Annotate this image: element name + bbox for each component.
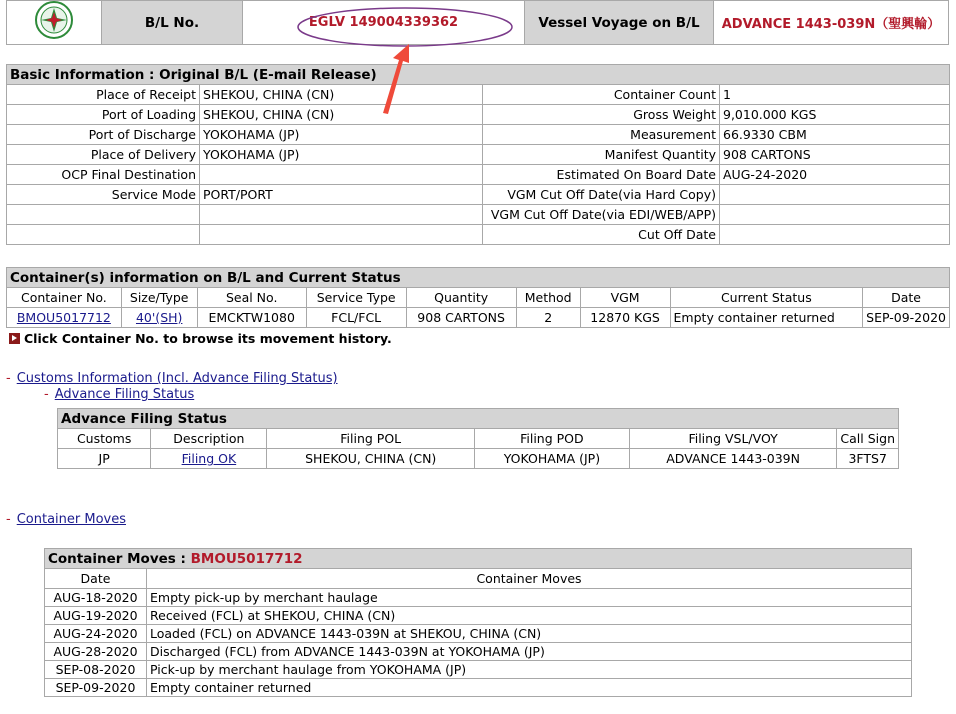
filing-cell: YOKOHAMA (JP)	[474, 449, 629, 469]
bl-number-value: EGLV 149004339362	[243, 1, 525, 45]
basic-info-label: OCP Final Destination	[7, 165, 200, 185]
evergreen-logo	[7, 1, 102, 45]
bl-header-bar	[6, 0, 949, 45]
basic-info-label: Port of Discharge	[7, 125, 200, 145]
column-header: Date	[45, 569, 147, 589]
container-status-table	[6, 267, 950, 328]
basic-info-label: Measurement	[483, 125, 720, 145]
basic-info-value	[200, 205, 483, 225]
basic-info-label: Place of Delivery	[7, 145, 200, 165]
container-cell: FCL/FCL	[306, 308, 406, 328]
basic-info-row	[7, 205, 950, 225]
container-move-row	[45, 589, 912, 607]
move-description: Received (FCL) at SHEKOU, CHINA (CN)	[147, 607, 912, 625]
column-header: Size/Type	[121, 288, 197, 308]
container-row	[7, 308, 950, 328]
size-type-link[interactable]: 40'(SH)	[135, 310, 183, 325]
basic-info-label: Estimated On Board Date	[483, 165, 720, 185]
basic-info-value	[200, 225, 483, 245]
basic-info-label: Gross Weight	[483, 105, 720, 125]
basic-info-value: 66.9330 CBM	[720, 125, 950, 145]
move-date: AUG-24-2020	[45, 625, 147, 643]
container-moves-table	[44, 548, 912, 697]
basic-info-label: VGM Cut Off Date(via EDI/WEB/APP)	[483, 205, 720, 225]
basic-info-value: AUG-24-2020	[720, 165, 950, 185]
customs-info-link[interactable]: Customs Information (Incl. Advance Filing Status)	[16, 371, 338, 386]
column-header: Filing POL	[267, 429, 474, 449]
basic-info-label: Container Count	[483, 85, 720, 105]
basic-info-label	[7, 205, 200, 225]
container-move-row	[45, 661, 912, 679]
move-description: Empty container returned	[147, 679, 912, 697]
advance-filing-link-row	[44, 387, 194, 402]
column-header: Call Sign	[837, 429, 899, 449]
dash-bullet: -	[44, 387, 49, 402]
move-description: Discharged (FCL) from ADVANCE 1443-039N at YOKOHAMA (JP)	[147, 643, 912, 661]
container-move-row	[45, 643, 912, 661]
move-date: AUG-28-2020	[45, 643, 147, 661]
bl-number-label: B/L No.	[102, 1, 243, 45]
move-description: Loaded (FCL) on ADVANCE 1443-039N at SHEKOU, CHINA (CN)	[147, 625, 912, 643]
basic-info-value: 1	[720, 85, 950, 105]
customs-info-link-row	[6, 371, 338, 386]
column-header: Customs	[58, 429, 151, 449]
click-container-note	[9, 331, 392, 346]
basic-info-row	[7, 185, 950, 205]
container-cell: SEP-09-2020	[863, 308, 950, 328]
container-moves-link-row	[6, 512, 126, 527]
container-status-title: Container(s) information on B/L and Current Status	[7, 268, 950, 288]
container-move-row	[45, 607, 912, 625]
move-date: AUG-19-2020	[45, 607, 147, 625]
basic-information-title: Basic Information : Original B/L (E-mail Release)	[7, 65, 950, 85]
vessel-voyage-value: ADVANCE 1443-039N（聖興輪）	[714, 1, 949, 45]
basic-info-value	[720, 185, 950, 205]
basic-info-value: SHEKOU, CHINA (CN)	[200, 85, 483, 105]
column-header: Filing VSL/VOY	[629, 429, 837, 449]
filing-row	[58, 449, 899, 469]
basic-info-value	[720, 225, 950, 245]
basic-information-table	[6, 64, 950, 245]
container-cell: 2	[516, 308, 580, 328]
basic-info-row	[7, 165, 950, 185]
filing-cell: 3FTS7	[837, 449, 899, 469]
basic-info-label: Cut Off Date	[483, 225, 720, 245]
dash-bullet: -	[6, 371, 11, 386]
basic-info-value	[720, 205, 950, 225]
basic-info-value: 908 CARTONS	[720, 145, 950, 165]
filing-description-cell	[151, 449, 267, 469]
basic-info-row	[7, 225, 950, 245]
filing-cell: SHEKOU, CHINA (CN)	[267, 449, 474, 469]
column-header: Description	[151, 429, 267, 449]
filing-cell: JP	[58, 449, 151, 469]
column-header: Filing POD	[474, 429, 629, 449]
filing-cell: ADVANCE 1443-039N	[629, 449, 837, 469]
arrow-bullet-icon	[9, 333, 20, 344]
move-date: SEP-09-2020	[45, 679, 147, 697]
container-move-row	[45, 625, 912, 643]
move-description: Pick-up by merchant haulage from YOKOHAMA (JP)	[147, 661, 912, 679]
advance-filing-table	[57, 408, 899, 469]
basic-info-value: SHEKOU, CHINA (CN)	[200, 105, 483, 125]
basic-info-value: PORT/PORT	[200, 185, 483, 205]
basic-info-label: Place of Receipt	[7, 85, 200, 105]
basic-info-value: YOKOHAMA (JP)	[200, 145, 483, 165]
container-moves-title-number: BMOU5017712	[190, 550, 303, 567]
container-cell: EMCKTW1080	[197, 308, 306, 328]
move-description: Empty pick-up by merchant haulage	[147, 589, 912, 607]
container-moves-title-prefix: Container Moves :	[48, 550, 186, 567]
move-date: SEP-08-2020	[45, 661, 147, 679]
click-container-note-text: Click Container No. to browse its movement history.	[24, 331, 392, 346]
basic-info-label: VGM Cut Off Date(via Hard Copy)	[483, 185, 720, 205]
advance-filing-title: Advance Filing Status	[58, 409, 899, 429]
vessel-voyage-label: Vessel Voyage on B/L	[525, 1, 714, 45]
basic-info-label: Service Mode	[7, 185, 200, 205]
container-move-row	[45, 679, 912, 697]
container-moves-title	[45, 549, 912, 569]
basic-info-value: YOKOHAMA (JP)	[200, 125, 483, 145]
size-type-cell	[121, 308, 197, 328]
basic-info-value: 9,010.000 KGS	[720, 105, 950, 125]
column-header: Current Status	[670, 288, 863, 308]
advance-filing-link[interactable]: Advance Filing Status	[54, 387, 195, 402]
container-number-cell	[7, 308, 122, 328]
basic-info-label: Port of Loading	[7, 105, 200, 125]
move-date: AUG-18-2020	[45, 589, 147, 607]
container-cell: Empty container returned	[670, 308, 863, 328]
dash-bullet: -	[6, 512, 11, 527]
column-header: Service Type	[306, 288, 406, 308]
container-number-link[interactable]: BMOU5017712	[16, 310, 111, 325]
basic-info-label: Manifest Quantity	[483, 145, 720, 165]
container-cell: 12870 KGS	[580, 308, 670, 328]
column-header: Seal No.	[197, 288, 306, 308]
basic-info-row	[7, 145, 950, 165]
container-cell: 908 CARTONS	[406, 308, 516, 328]
column-header: Container No.	[7, 288, 122, 308]
column-header: Quantity	[406, 288, 516, 308]
column-header: Method	[516, 288, 580, 308]
column-header: Date	[863, 288, 950, 308]
column-header: Container Moves	[147, 569, 912, 589]
evergreen-logo-icon	[29, 1, 79, 41]
basic-info-row	[7, 105, 950, 125]
column-header: VGM	[580, 288, 670, 308]
basic-info-row	[7, 125, 950, 145]
filing-ok-link[interactable]: Filing OK	[181, 451, 237, 466]
basic-info-row	[7, 85, 950, 105]
basic-info-value	[200, 165, 483, 185]
basic-info-label	[7, 225, 200, 245]
container-moves-link[interactable]: Container Moves	[16, 512, 126, 527]
